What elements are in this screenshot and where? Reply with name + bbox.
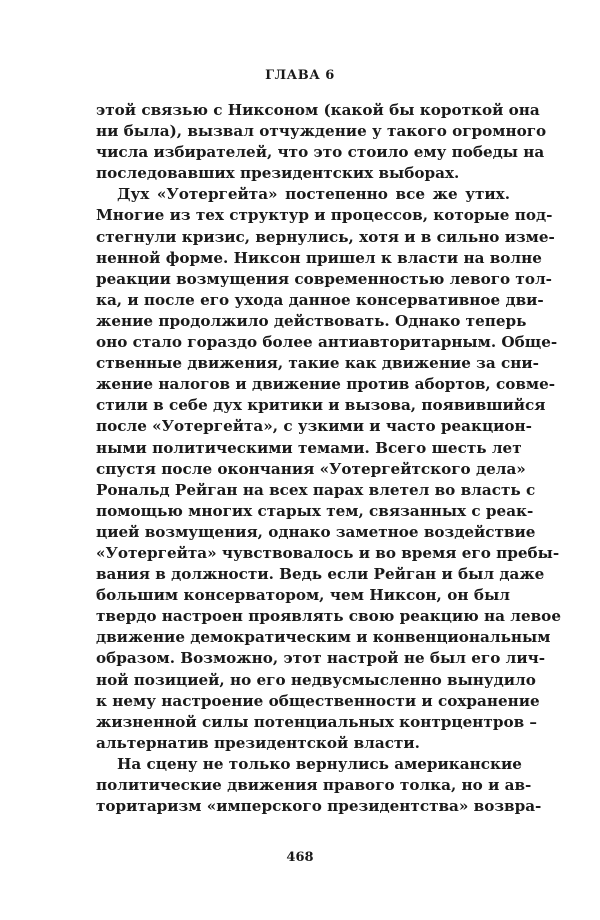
text-line: альтернатив президентской власти.	[96, 733, 420, 752]
text-line: жение налогов и движение против абортов, совме-	[96, 375, 556, 394]
text-line: Рональд Рейган на всех парах влетел во власть с	[96, 480, 536, 499]
text-line: к нему настроение общественности и сохранение	[96, 691, 540, 710]
text-line: реакции возмущения современностью левого тол-	[96, 269, 552, 288]
text-line: спустя после окончания «Уотергейтского дела»	[96, 459, 526, 478]
text-line: торитаризм «имперского президентства» возвра-	[96, 797, 542, 816]
text-line: последовавших президентских выборах.	[96, 164, 460, 183]
text-line: Дух «Уотергейта» постепенно все же утих.	[117, 185, 510, 204]
text-line: цией возмущения, однако заметное воздействие	[96, 522, 536, 541]
body-text	[96, 100, 561, 817]
text-line: политические движения правого толка, но и ав-	[96, 776, 532, 794]
text-line: стили в себе дух критики и вызова, появившийся	[96, 396, 546, 415]
text-line: ни была), вызвал отчуждение у такого огромного	[96, 122, 547, 141]
text-line: после «Уотергейта», с узкими и часто реакцион-	[96, 417, 532, 436]
text-line: ной позицией, но его недвусмысленно вынудило	[96, 670, 536, 689]
text-line: Многие из тех структур и процессов, которые под-	[96, 206, 553, 225]
text-line: ненной форме. Никсон пришел к власти на волне	[96, 248, 542, 267]
text-line: твердо настроен проявлять свою реакцию на левое	[96, 607, 561, 626]
text-line: помощью многих старых тем, связанных с реак-	[96, 501, 534, 520]
text-line: движение демократическим и конвенциональным	[96, 628, 551, 647]
text-line: На сцену не только вернулись американские	[117, 754, 522, 773]
text-line: ственные движения, такие как движение за сни-	[96, 354, 539, 373]
text-line: стегнули кризис, вернулись, хотя и в сильно изме-	[96, 227, 555, 246]
text-line: «Уотергейта» чувствовалось и во время его пребы-	[96, 543, 560, 562]
text-line: образом. Возможно, этот настрой не был его лич-	[96, 649, 546, 668]
text-line: вания в должности. Ведь если Рейган и был даже	[96, 565, 545, 584]
text-line: жизненной силы потенциальных контрцентров –	[96, 712, 538, 731]
text-line: оно стало гораздо более антиавторитарным. Обще-	[96, 333, 558, 352]
running-head: ГЛАВА 6	[265, 68, 335, 83]
text-line: ными политическими темами. Всего шесть лет	[96, 438, 522, 457]
text-line: ка, и после его ухода данное консервативное дви-	[96, 290, 544, 309]
text-line: большим консерватором, чем Никсон, он был	[96, 586, 510, 605]
page-number: 468	[286, 850, 314, 865]
text-line: жение продолжило действовать. Однако теперь	[96, 311, 527, 330]
text-line: числа избирателей, что это стоило ему победы на	[96, 143, 545, 162]
text-line: этой связью с Никсоном (какой бы короткой она	[96, 101, 540, 119]
